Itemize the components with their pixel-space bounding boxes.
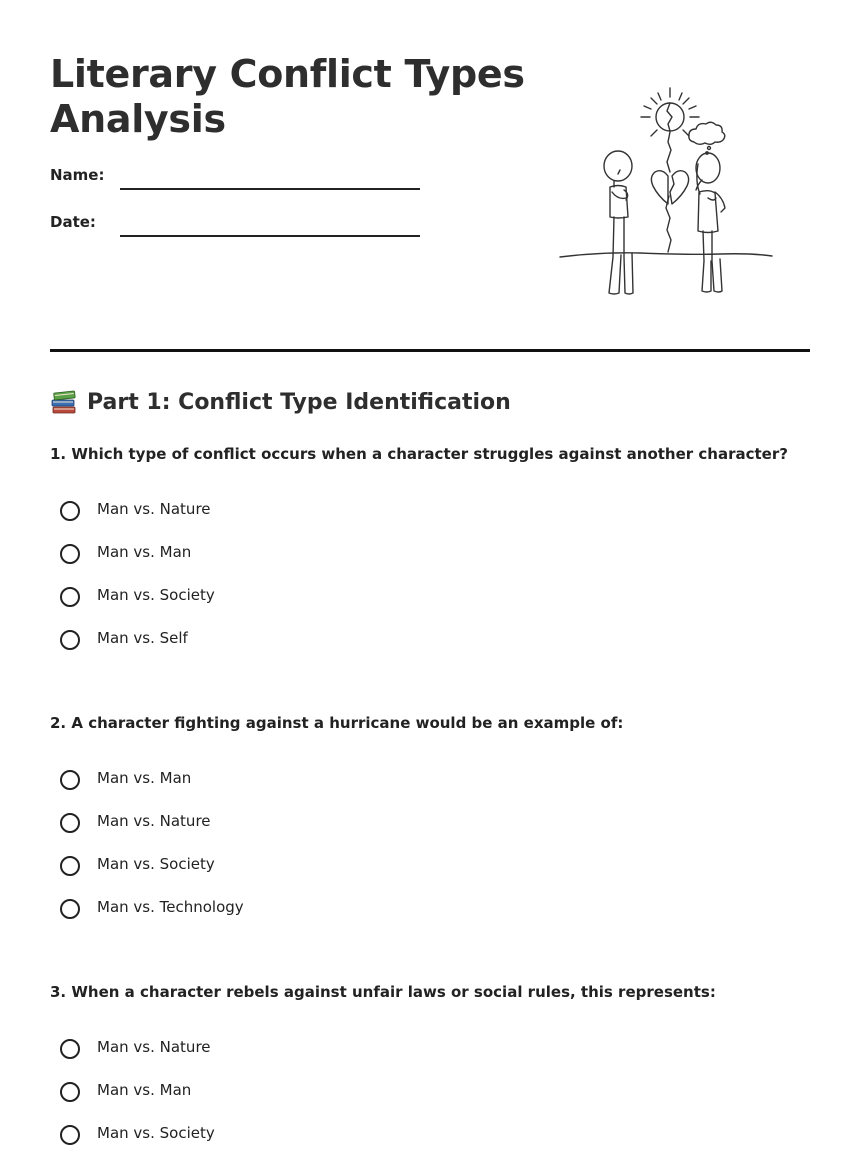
radio-button[interactable] bbox=[60, 1125, 80, 1145]
option-2b[interactable] bbox=[60, 811, 244, 854]
option-3b[interactable] bbox=[60, 1080, 215, 1123]
date-field bbox=[50, 213, 420, 243]
option-1d[interactable] bbox=[60, 628, 215, 671]
question-text: 2. A character fighting against a hurricane would be an example of: bbox=[50, 714, 624, 732]
option-label: Man vs. Nature bbox=[97, 1038, 211, 1056]
options-list bbox=[60, 1037, 215, 1166]
option-3c[interactable] bbox=[60, 1123, 215, 1166]
option-label: Man vs. Man bbox=[97, 769, 192, 787]
option-1c[interactable] bbox=[60, 585, 215, 628]
option-label: Man vs. Man bbox=[97, 1081, 192, 1099]
radio-button[interactable] bbox=[60, 899, 80, 919]
name-input-line[interactable] bbox=[120, 188, 420, 190]
options-list bbox=[60, 499, 215, 671]
option-1a[interactable] bbox=[60, 499, 215, 542]
radio-button[interactable] bbox=[60, 1082, 80, 1102]
radio-button[interactable] bbox=[60, 770, 80, 790]
option-label: Man vs. Man bbox=[97, 543, 192, 561]
name-field bbox=[50, 166, 420, 196]
option-label: Man vs. Self bbox=[97, 629, 188, 647]
page-title: Literary Conflict Types Analysis bbox=[50, 52, 525, 141]
radio-button[interactable] bbox=[60, 630, 80, 650]
option-2d[interactable] bbox=[60, 897, 244, 940]
option-label: Man vs. Technology bbox=[97, 898, 244, 916]
radio-button[interactable] bbox=[60, 544, 80, 564]
radio-button[interactable] bbox=[60, 856, 80, 876]
two-figures-broken-heart-illustration bbox=[558, 84, 774, 300]
question-text: 3. When a character rebels against unfair laws or social rules, this represents: bbox=[50, 983, 716, 1001]
option-2c[interactable] bbox=[60, 854, 244, 897]
option-label: Man vs. Society bbox=[97, 1124, 215, 1142]
question-text: 1. Which type of conflict occurs when a character struggles against another character? bbox=[50, 445, 788, 463]
date-input-line[interactable] bbox=[120, 235, 420, 237]
header-divider bbox=[50, 349, 810, 352]
options-list bbox=[60, 768, 244, 940]
question-3 bbox=[50, 982, 810, 1142]
option-1b[interactable] bbox=[60, 542, 215, 585]
option-label: Man vs. Nature bbox=[97, 812, 211, 830]
date-label: Date: bbox=[50, 213, 96, 231]
option-2a[interactable] bbox=[60, 768, 244, 811]
section-title bbox=[50, 388, 511, 416]
question-2 bbox=[50, 713, 810, 916]
name-label: Name: bbox=[50, 166, 105, 184]
books-icon bbox=[50, 388, 78, 416]
radio-button[interactable] bbox=[60, 1039, 80, 1059]
question-1 bbox=[50, 444, 810, 647]
radio-button[interactable] bbox=[60, 587, 80, 607]
option-label: Man vs. Society bbox=[97, 586, 215, 604]
radio-button[interactable] bbox=[60, 813, 80, 833]
option-label: Man vs. Nature bbox=[97, 500, 211, 518]
option-label: Man vs. Society bbox=[97, 855, 215, 873]
section-title-text: Part 1: Conflict Type Identification bbox=[87, 389, 511, 415]
radio-button[interactable] bbox=[60, 501, 80, 521]
option-3a[interactable] bbox=[60, 1037, 215, 1080]
